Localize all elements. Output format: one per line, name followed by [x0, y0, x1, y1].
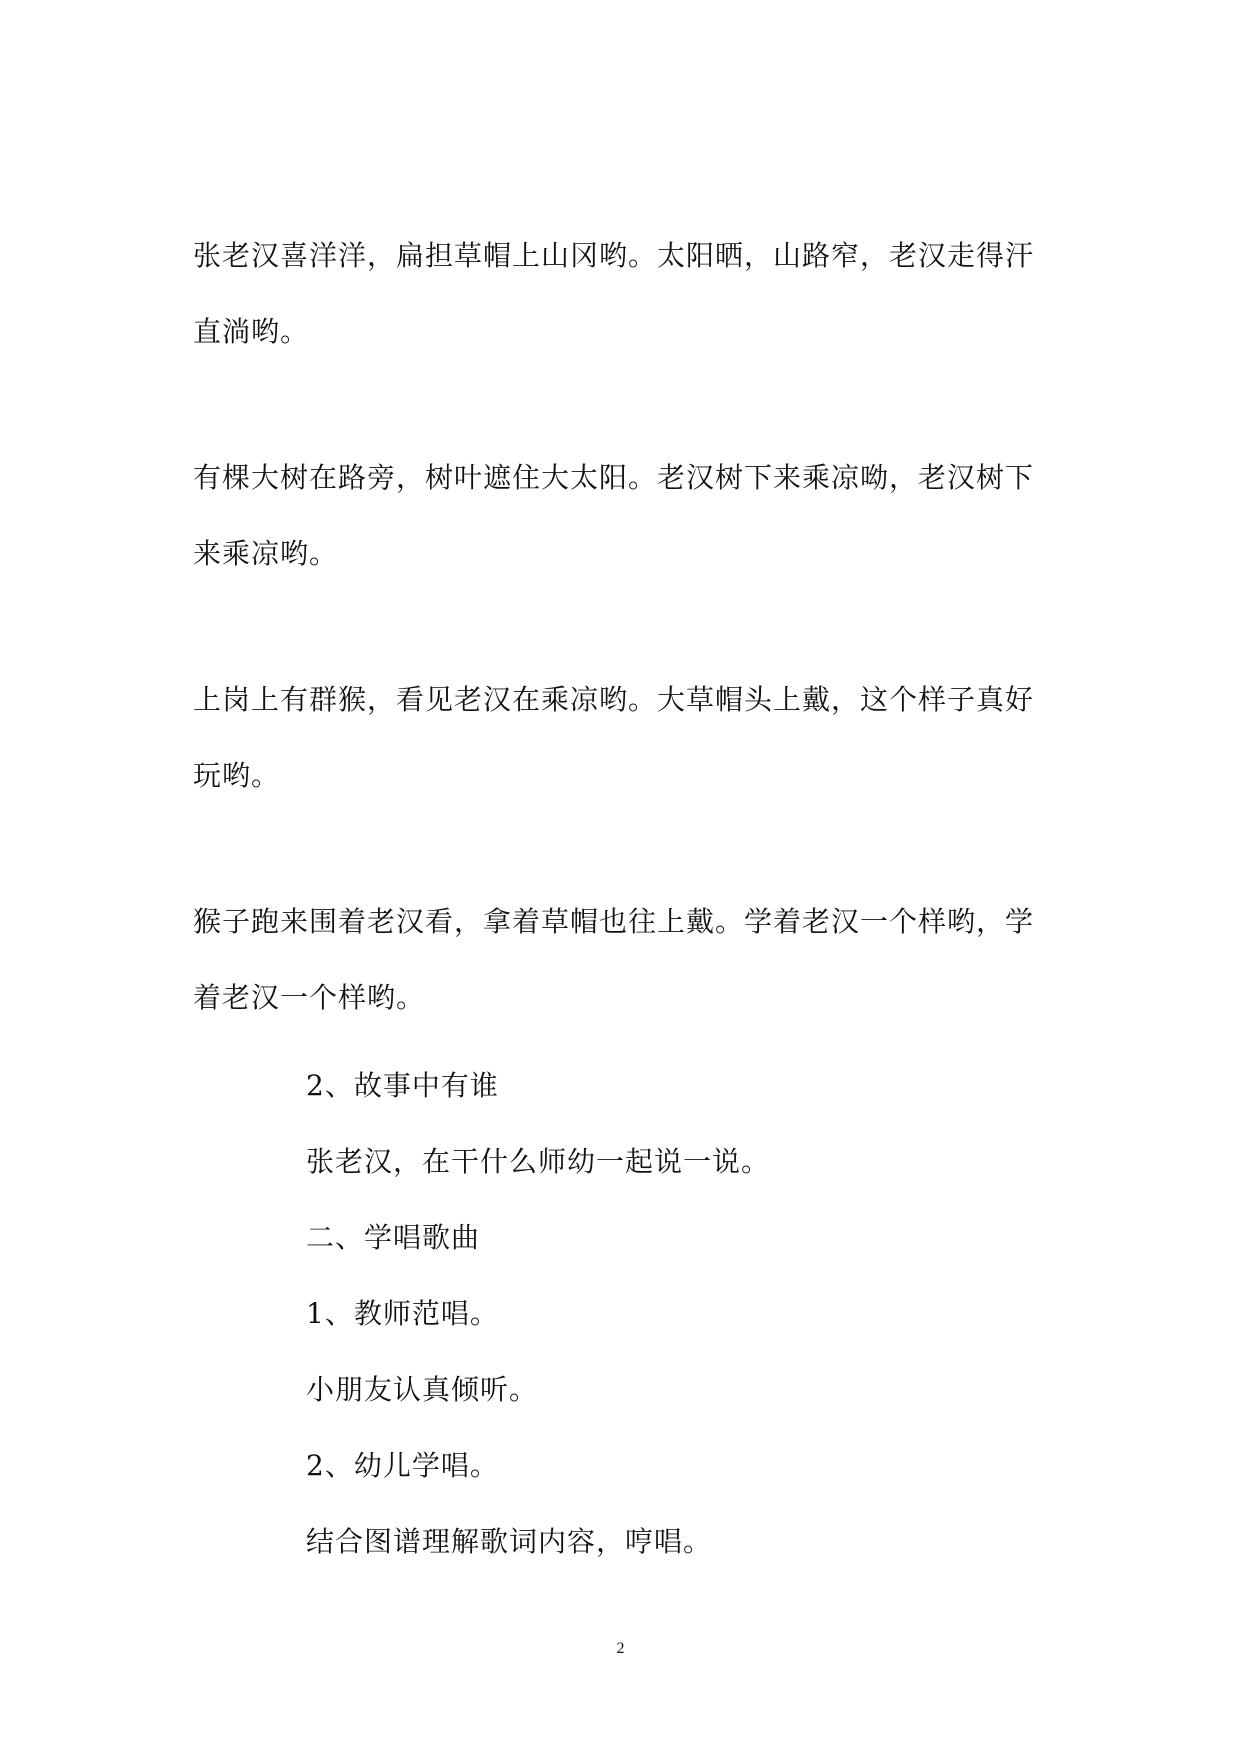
section-heading-learn-song: 二、学唱歌曲: [306, 1221, 481, 1254]
paragraph-line: 有棵大树在路旁，树叶遮住大太阳。老汉树下来乘凉呦，老汉树下: [193, 461, 1035, 494]
paragraph-4: [193, 884, 1053, 1036]
paragraph-line: 张老汉喜洋洋，扁担草帽上山冈哟。太阳晒，山路窄，老汉走得汗: [193, 239, 1035, 272]
paragraph-1: [193, 218, 1053, 370]
paragraph-2: [193, 440, 1053, 592]
paragraph-line: 着老汉一个样哟。: [193, 981, 426, 1014]
paragraph-line: 直淌哟。: [193, 315, 310, 348]
paragraph-line: 来乘凉哟。: [193, 537, 339, 570]
indented-line: 小朋友认真倾听。: [306, 1373, 539, 1406]
paragraph-line: 玩哟。: [193, 759, 281, 792]
indented-line: 张老汉，在干什么师幼一起说一说。: [306, 1145, 771, 1178]
step-children-learn: 2、幼儿学唱。: [306, 1449, 499, 1482]
indented-line: 结合图谱理解歌词内容，哼唱。: [306, 1525, 713, 1558]
paragraph-3: [193, 662, 1053, 814]
step-teacher-sings: 1、教师范唱。: [306, 1297, 499, 1330]
paragraph-line: 猴子跑来围着老汉看，拿着草帽也往上戴。学着老汉一个样哟，学: [193, 905, 1035, 938]
paragraph-line: 上岗上有群猴，看见老汉在乘凉哟。大草帽头上戴，这个样子真好: [193, 683, 1035, 716]
section-heading-who-in-story: 2、故事中有谁: [306, 1069, 499, 1102]
page-number: 2: [616, 1640, 625, 1657]
